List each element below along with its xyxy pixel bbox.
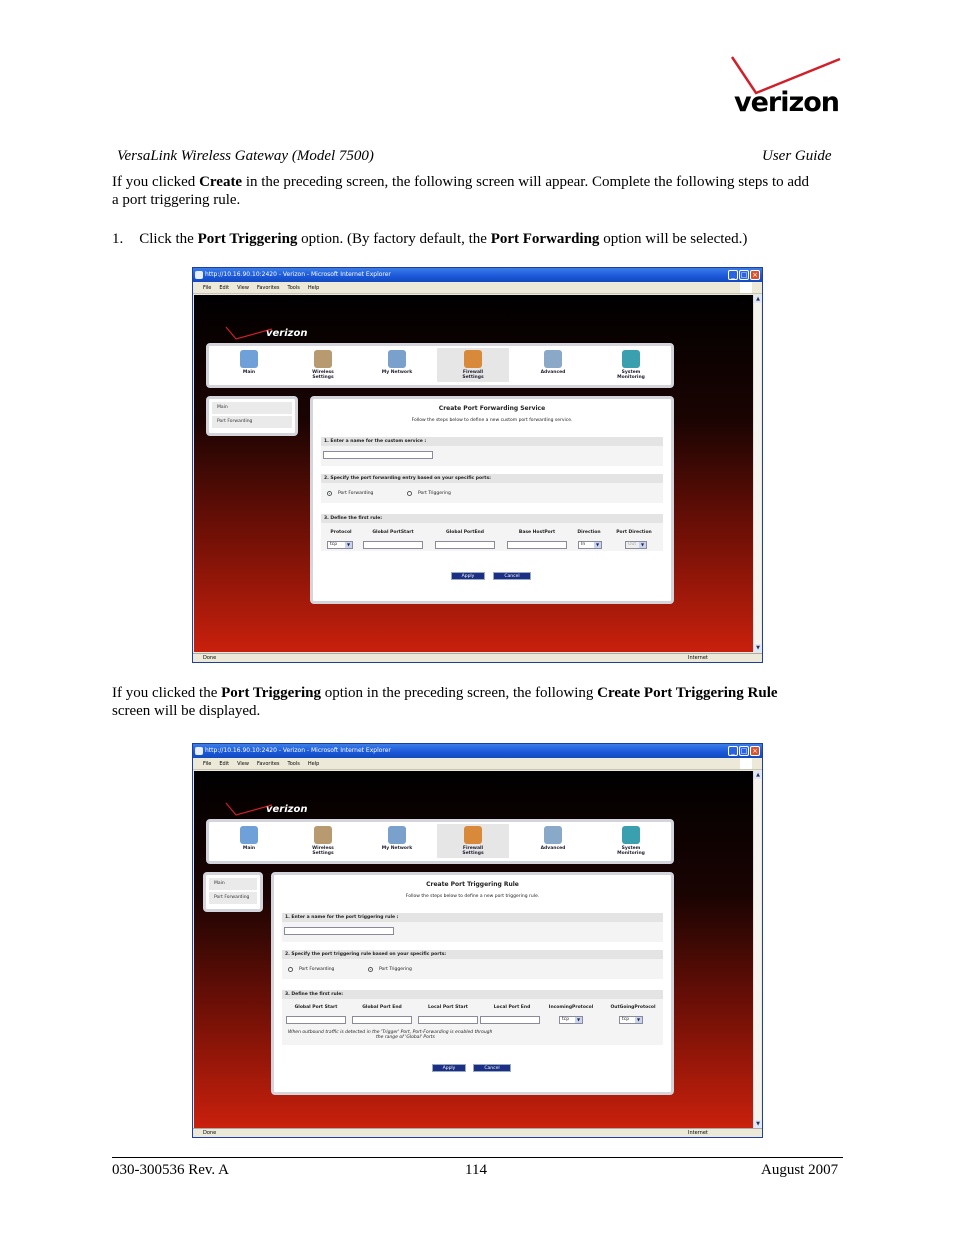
panel-subtitle: Follow the steps below to define a new port triggering rule. — [405, 894, 540, 899]
wireless-icon — [314, 826, 332, 844]
para1-text: a port triggering rule. — [112, 192, 241, 208]
para1-text: If you clicked — [112, 174, 200, 190]
verizon-logo-text: verizon — [734, 87, 839, 118]
top-nav — [206, 343, 674, 388]
create-port-forwarding-panel — [310, 396, 674, 604]
menu-tools[interactable]: Tools — [287, 285, 300, 291]
nav-label: System — [621, 370, 641, 375]
nav-label: Settings — [462, 851, 484, 856]
paragraph-2 — [112, 684, 852, 720]
col-direction: Direction — [577, 530, 601, 535]
apply-button[interactable]: Apply — [432, 1064, 466, 1072]
radio-port-forwarding[interactable] — [288, 967, 293, 972]
col-port-direction: Port Direction — [616, 530, 652, 535]
ie-menubar — [193, 758, 762, 770]
nav-wireless[interactable] — [287, 348, 359, 382]
ie-icon — [195, 747, 203, 755]
create-port-triggering-panel — [271, 872, 674, 1095]
nav-label: Firewall — [462, 846, 484, 851]
scroll-down-icon[interactable]: ▼ — [754, 644, 762, 652]
sidebar-item-port-forwarding[interactable]: Port Forwarding — [212, 416, 292, 428]
para2-text: option in the preceding screen, the following — [320, 685, 598, 701]
minimize-icon[interactable]: _ — [728, 746, 738, 756]
radio-port-triggering[interactable] — [368, 967, 373, 972]
window-title: http://10.16.90.10:2420 - Verizon - Microsoft Internet Explorer — [205, 271, 391, 278]
menu-file[interactable]: File — [203, 285, 212, 291]
menu-help[interactable]: Help — [307, 285, 320, 291]
header-guide: User Guide — [762, 148, 832, 164]
step-bold: Port Forwarding — [490, 231, 600, 247]
apply-button[interactable]: Apply — [451, 572, 485, 580]
select-value: tcp — [330, 542, 338, 547]
panel-title: Create Port Triggering Rule — [426, 881, 519, 888]
windows-flag-icon — [740, 758, 752, 769]
step-number: 1. — [112, 231, 124, 247]
monitoring-icon — [622, 350, 640, 368]
col-global-portend: Global PortEnd — [446, 530, 484, 535]
section-2-body — [282, 959, 663, 979]
select-value: In — [581, 542, 586, 547]
verizon-logo — [728, 55, 843, 123]
nav-label: Settings — [312, 375, 334, 380]
verizon-page-logo — [224, 325, 324, 345]
para1-text: in the preceding screen, the following screen will appear. Complete the following steps to add — [242, 174, 810, 190]
menu-edit[interactable]: Edit — [219, 285, 230, 291]
advanced-icon — [544, 826, 562, 844]
radio-label: Port Forwarding — [299, 967, 335, 972]
nav-label: My Network — [381, 370, 413, 375]
page-content — [194, 295, 754, 652]
nav-label: Monitoring — [617, 851, 645, 856]
global-port-end-input[interactable] — [352, 1016, 412, 1024]
nav-label: Advanced — [540, 846, 566, 851]
maximize-icon[interactable]: □ — [740, 271, 748, 279]
nav-system-monitoring[interactable] — [595, 824, 667, 858]
nav-firewall[interactable] — [437, 824, 509, 858]
panel-title: Create Port Forwarding Service — [438, 405, 546, 412]
outgoing-protocol-select[interactable] — [619, 1016, 643, 1024]
cancel-button[interactable]: Cancel — [493, 572, 531, 580]
advanced-icon — [544, 350, 562, 368]
local-port-start-input[interactable] — [418, 1016, 478, 1024]
section-1-header: 1. Enter a name for the custom service : — [321, 437, 663, 446]
main-icon — [240, 826, 258, 844]
chevron-down-icon: ▼ — [640, 542, 645, 547]
radio-label: Port Forwarding — [338, 491, 374, 496]
col-global-port-start: Global Port Start — [294, 1005, 338, 1010]
screenshot-port-triggering — [192, 743, 763, 1138]
security-zone: Internet — [688, 655, 708, 661]
para1-bold: Create — [199, 174, 243, 190]
col-base-hostport: Base HostPort — [518, 530, 556, 535]
screenshot-port-forwarding — [192, 267, 763, 663]
nav-label: Wireless — [312, 846, 334, 851]
trigger-note-line1: When outbound traffic is detected in the 'Trigger' Port, Port-Forwarding is enabled through — [288, 1030, 493, 1035]
page-content — [194, 771, 754, 1128]
status-text: Done — [203, 1130, 217, 1136]
firewall-icon — [464, 350, 482, 368]
global-port-start-input[interactable] — [286, 1016, 346, 1024]
chevron-down-icon: ▼ — [636, 1017, 641, 1022]
footer-date: August 2007 — [761, 1162, 839, 1178]
section-3-header: 3. Define the first rule: — [321, 514, 663, 523]
cancel-button[interactable]: Cancel — [473, 1064, 511, 1072]
select-value: tcp — [562, 1017, 570, 1022]
nav-system-monitoring[interactable] — [595, 348, 667, 382]
firewall-icon — [464, 826, 482, 844]
footer-revision: 030-300536 Rev. A — [112, 1162, 229, 1178]
chevron-down-icon: ▼ — [346, 542, 351, 547]
para2-text: screen will be displayed. — [112, 703, 261, 719]
verizon-page-logo-text: verizon — [266, 328, 308, 339]
nav-my-network[interactable] — [361, 348, 433, 382]
nav-label: Monitoring — [617, 375, 645, 380]
header-product: VersaLink Wireless Gateway (Model 7500) — [117, 148, 374, 164]
global-portend-input[interactable] — [435, 541, 495, 549]
menu-edit[interactable]: Edit — [219, 761, 230, 767]
select-value: Out — [628, 542, 637, 547]
left-sidebar — [206, 396, 298, 436]
ie-icon — [195, 271, 203, 279]
ie-titlebar — [193, 744, 762, 758]
scroll-up-icon[interactable]: ▲ — [754, 295, 762, 303]
menu-view[interactable]: View — [237, 761, 249, 767]
ie-statusbar — [193, 1128, 762, 1137]
nav-firewall[interactable] — [437, 348, 509, 382]
step-text: option will be selected.) — [599, 231, 748, 247]
network-icon — [388, 350, 406, 368]
nav-label: Advanced — [540, 370, 566, 375]
section-2-header: 2. Specify the port triggering rule based on your specific ports: — [282, 950, 663, 959]
nav-my-network[interactable] — [361, 824, 433, 858]
nav-label: Settings — [312, 851, 334, 856]
col-global-portstart: Global PortStart — [372, 530, 414, 535]
para2-bold: Port Triggering — [221, 685, 321, 701]
direction-select[interactable] — [578, 541, 602, 549]
chevron-down-icon: ▼ — [595, 542, 600, 547]
nav-label: Main — [242, 370, 256, 375]
nav-wireless[interactable] — [287, 824, 359, 858]
section-1-header: 1. Enter a name for the port triggering rule : — [282, 913, 663, 922]
nav-label: Wireless — [312, 370, 334, 375]
close-icon[interactable]: × — [750, 270, 760, 280]
left-sidebar — [203, 872, 263, 912]
base-hostport-input[interactable] — [507, 541, 567, 549]
section-3-header: 3. Define the first rule: — [282, 990, 663, 999]
nav-label: My Network — [381, 846, 413, 851]
paragraph-1 — [112, 173, 852, 209]
nav-advanced[interactable] — [517, 348, 589, 382]
para2-text: If you clicked the — [112, 685, 222, 701]
main-icon — [240, 350, 258, 368]
nav-main[interactable] — [213, 824, 285, 858]
sidebar-item-main[interactable]: Main — [212, 402, 292, 414]
network-icon — [388, 826, 406, 844]
wireless-icon — [314, 350, 332, 368]
rule-name-input[interactable] — [284, 927, 394, 935]
menu-tools[interactable]: Tools — [287, 761, 300, 767]
footer-rule — [112, 1157, 843, 1158]
step-text: option. (By factory default, the — [297, 231, 491, 247]
scroll-down-icon[interactable]: ▼ — [754, 1120, 762, 1128]
vertical-scrollbar[interactable] — [753, 771, 761, 1128]
monitoring-icon — [622, 826, 640, 844]
maximize-icon[interactable]: □ — [740, 747, 748, 755]
radio-port-forwarding[interactable] — [327, 491, 332, 496]
local-port-end-input[interactable] — [480, 1016, 540, 1024]
col-outgoing-protocol: OutGoingProtocol — [610, 1005, 656, 1010]
top-nav — [206, 819, 674, 864]
service-name-input[interactable] — [323, 451, 433, 459]
security-zone: Internet — [688, 1130, 708, 1136]
status-text: Done — [203, 655, 217, 661]
ie-statusbar — [193, 653, 762, 662]
col-incoming-protocol: IncomingProtocol — [548, 1005, 594, 1010]
menu-help[interactable]: Help — [307, 761, 320, 767]
nav-label: Settings — [462, 375, 484, 380]
radio-label: Port Triggering — [379, 967, 412, 972]
chevron-down-icon: ▼ — [576, 1017, 581, 1022]
col-protocol: Protocol — [330, 530, 352, 535]
menu-view[interactable]: View — [237, 285, 249, 291]
sidebar-item-port-forwarding[interactable]: Port Forwarding — [209, 892, 257, 904]
scroll-up-icon[interactable]: ▲ — [754, 771, 762, 779]
nav-advanced[interactable] — [517, 824, 589, 858]
menu-favorites[interactable]: Favorites — [256, 285, 280, 291]
nav-label: Firewall — [462, 370, 484, 375]
protocol-select[interactable] — [327, 541, 353, 549]
footer-page-number: 114 — [465, 1162, 487, 1178]
col-local-port-start: Local Port Start — [428, 1005, 468, 1010]
step-text: Click the — [139, 231, 198, 247]
radio-label: Port Triggering — [418, 491, 451, 496]
global-portstart-input[interactable] — [363, 541, 423, 549]
menu-favorites[interactable]: Favorites — [256, 761, 280, 767]
window-title: http://10.16.90.10:2420 - Verizon - Microsoft Internet Explorer — [205, 747, 391, 754]
verizon-page-logo — [224, 801, 324, 821]
vertical-scrollbar[interactable] — [753, 295, 761, 652]
nav-label: Main — [242, 846, 256, 851]
port-direction-select — [625, 541, 647, 549]
menu-file[interactable]: File — [203, 761, 212, 767]
nav-main[interactable] — [213, 348, 285, 382]
verizon-page-logo-text: verizon — [266, 804, 308, 815]
ie-menubar — [193, 282, 762, 294]
col-global-port-end: Global Port End — [362, 1005, 402, 1010]
step-1 — [112, 230, 852, 248]
trigger-note-line2: the range of 'Global' Ports — [376, 1035, 435, 1040]
panel-subtitle: Follow the steps below to define a new custom port forwarding service. — [411, 418, 573, 423]
radio-port-triggering[interactable] — [407, 491, 412, 496]
sidebar-item-main[interactable]: Main — [209, 878, 257, 890]
col-local-port-end: Local Port End — [493, 1005, 531, 1010]
nav-label: System — [621, 846, 641, 851]
select-value: tcp — [622, 1017, 630, 1022]
step-bold: Port Triggering — [197, 231, 298, 247]
para2-bold: Create Port Triggering Rule — [597, 685, 778, 701]
windows-flag-icon — [740, 282, 752, 293]
close-icon[interactable]: × — [750, 746, 760, 756]
incoming-protocol-select[interactable] — [559, 1016, 583, 1024]
section-2-header: 2. Specify the port forwarding entry based on your specific ports: — [321, 474, 663, 483]
minimize-icon[interactable]: _ — [728, 270, 738, 280]
ie-titlebar — [193, 268, 762, 282]
